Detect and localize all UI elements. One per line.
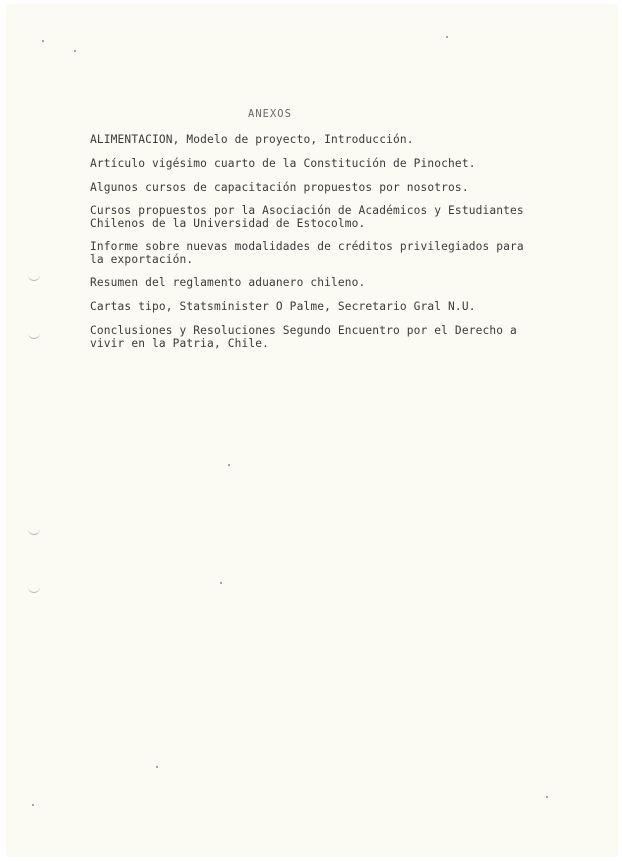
scan-speck [546,796,548,798]
annex-item-2: Artículo vigésimo cuarto de la Constitución de Pinochet. [90,157,476,170]
scan-speck [32,804,34,806]
scan-speck [156,766,158,768]
annex-item-8: Conclusiones y Resoluciones Segundo Encuentro por el Derecho a vivir en la Patria, Chile. [90,324,517,350]
annex-item-4: Cursos propuestos por la Asociación de Académicos y Estudiantes Chilenos de la Universidad de Estocolmo. [90,204,524,230]
annex-item-1: ALIMENTACION, Modelo de proyecto, Introducción. [90,133,414,146]
scan-speck [228,464,230,466]
scan-speck [220,582,222,584]
document-page [6,4,618,857]
typed-sheet [6,4,618,857]
annex-item-6: Resumen del reglamento aduanero chileno. [90,276,366,289]
scan-speck [74,50,76,52]
annex-item-5: Informe sobre nuevas modalidades de créditos privilegiados para la exportación. [90,240,524,266]
page-title: ANEXOS [248,108,292,120]
scan-speck [446,36,448,38]
scan-speck [42,40,44,42]
annex-item-3: Algunos cursos de capacitación propuestos por nosotros. [90,181,469,194]
annex-item-7: Cartas tipo, Statsminister O Palme, Secretario Gral N.U. [90,300,476,313]
